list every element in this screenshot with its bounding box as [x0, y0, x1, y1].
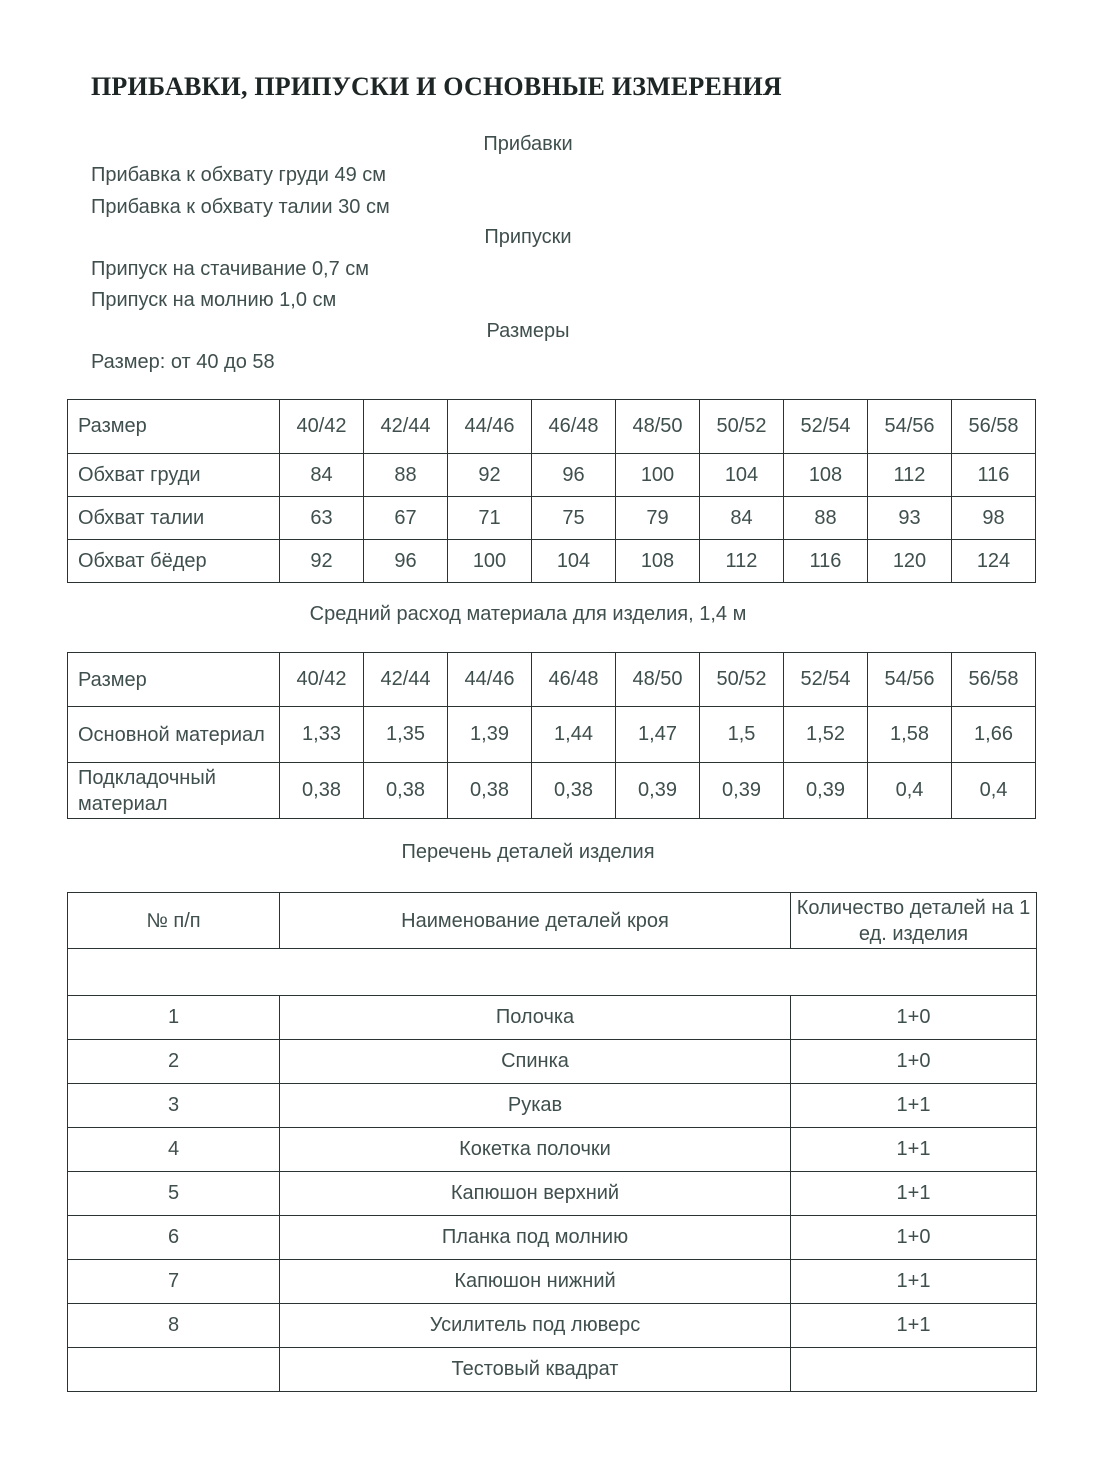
- value-cell: 75: [532, 497, 616, 540]
- value-cell: 116: [784, 540, 868, 583]
- value-cell: 0,39: [616, 763, 700, 819]
- seam-stitching: Припуск на стачивание 0,7 см: [91, 258, 370, 280]
- part-quantity-cell: 1+0: [791, 1040, 1037, 1084]
- part-name-cell: Усилитель под люверс: [280, 1304, 791, 1348]
- part-quantity-cell: 1+1: [791, 1260, 1037, 1304]
- header-size-cell: 42/44: [364, 400, 448, 454]
- table-row: [68, 1304, 1037, 1348]
- table-header-row: [68, 653, 1036, 707]
- value-cell: 1,35: [364, 707, 448, 763]
- value-cell: 108: [784, 454, 868, 497]
- value-cell: 124: [952, 540, 1036, 583]
- size-range: Размер: от 40 до 58: [91, 351, 275, 373]
- value-cell: 79: [616, 497, 700, 540]
- header-label-cell: Размер: [68, 400, 280, 454]
- value-cell: 88: [364, 454, 448, 497]
- header-size-cell: 56/58: [952, 400, 1036, 454]
- value-cell: 71: [448, 497, 532, 540]
- header-size-cell: 50/52: [700, 653, 784, 707]
- value-cell: 63: [280, 497, 364, 540]
- part-number-cell: 7: [68, 1260, 280, 1304]
- value-cell: 0,4: [952, 763, 1036, 819]
- header-size-cell: 52/54: [784, 400, 868, 454]
- part-number-cell: 3: [68, 1084, 280, 1128]
- part-number-cell: 5: [68, 1172, 280, 1216]
- page-title: ПРИБАВКИ, ПРИПУСКИ И ОСНОВНЫЕ ИЗМЕРЕНИЯ: [91, 72, 782, 101]
- value-cell: 1,52: [784, 707, 868, 763]
- measurements-table: [67, 399, 1036, 583]
- value-cell: 0,38: [280, 763, 364, 819]
- table-row: [68, 1084, 1037, 1128]
- header-size-cell: 44/46: [448, 400, 532, 454]
- table-row: [68, 1348, 1037, 1392]
- value-cell: 104: [532, 540, 616, 583]
- value-cell: 1,5: [700, 707, 784, 763]
- value-cell: 112: [868, 454, 952, 497]
- row-label-cell: Основной материал: [68, 707, 280, 763]
- table-row: [68, 1260, 1037, 1304]
- header-size-cell: 46/48: [532, 653, 616, 707]
- part-number-cell: 6: [68, 1216, 280, 1260]
- header-size-cell: 40/42: [280, 400, 364, 454]
- value-cell: 92: [448, 454, 532, 497]
- value-cell: 100: [616, 454, 700, 497]
- parts-heading: Перечень деталей изделия: [401, 841, 655, 863]
- part-name-cell: Капюшон верхний: [280, 1172, 791, 1216]
- table-row: [68, 1172, 1037, 1216]
- part-name-cell: Тестовый квадрат: [280, 1348, 791, 1392]
- consumption-heading: Средний расход материала для изделия, 1,4 м: [309, 603, 747, 625]
- header-label-cell: Размер: [68, 653, 280, 707]
- part-number-cell: [68, 1348, 280, 1392]
- part-name-cell: Капюшон нижний: [280, 1260, 791, 1304]
- value-cell: 96: [364, 540, 448, 583]
- part-quantity-cell: 1+1: [791, 1084, 1037, 1128]
- part-name-cell: Спинка: [280, 1040, 791, 1084]
- value-cell: 67: [364, 497, 448, 540]
- allowance-chest: Прибавка к обхвату груди 49 см: [91, 164, 387, 186]
- header-size-cell: 46/48: [532, 400, 616, 454]
- header-size-cell: 56/58: [952, 653, 1036, 707]
- part-name-cell: Кокетка полочки: [280, 1128, 791, 1172]
- header-size-cell: 54/56: [868, 400, 952, 454]
- row-label-cell: Обхват талии: [68, 497, 280, 540]
- header-cell: Наименование деталей кроя: [280, 893, 791, 949]
- value-cell: 108: [616, 540, 700, 583]
- value-cell: 1,66: [952, 707, 1036, 763]
- header-cell: № п/п: [68, 893, 280, 949]
- value-cell: 98: [952, 497, 1036, 540]
- empty-row: [68, 949, 1037, 996]
- part-quantity-cell: 1+0: [791, 996, 1037, 1040]
- value-cell: 84: [700, 497, 784, 540]
- header-cell: Количество деталей на 1 ед. изделия: [791, 893, 1037, 949]
- value-cell: 0,38: [364, 763, 448, 819]
- table-row: [68, 540, 1036, 583]
- part-quantity-cell: [791, 1348, 1037, 1392]
- header-size-cell: 48/50: [616, 653, 700, 707]
- value-cell: 0,39: [784, 763, 868, 819]
- part-number-cell: 2: [68, 1040, 280, 1084]
- table-row: [68, 763, 1036, 819]
- part-name-cell: Рукав: [280, 1084, 791, 1128]
- value-cell: 120: [868, 540, 952, 583]
- value-cell: 88: [784, 497, 868, 540]
- row-label-cell: Подкладочный материал: [68, 763, 280, 819]
- table-header-row: [68, 400, 1036, 454]
- part-quantity-cell: 1+0: [791, 1216, 1037, 1260]
- table-row: [68, 1128, 1037, 1172]
- table-header-row: [68, 893, 1037, 949]
- empty-cell: [68, 949, 1037, 996]
- value-cell: 116: [952, 454, 1036, 497]
- value-cell: 0,38: [448, 763, 532, 819]
- consumption-table: [67, 652, 1036, 819]
- header-size-cell: 54/56: [868, 653, 952, 707]
- part-name-cell: Планка под молнию: [280, 1216, 791, 1260]
- table-row: [68, 497, 1036, 540]
- header-size-cell: 42/44: [364, 653, 448, 707]
- value-cell: 84: [280, 454, 364, 497]
- seam-zipper: Припуск на молнию 1,0 см: [91, 289, 337, 311]
- table-row: [68, 1040, 1037, 1084]
- header-size-cell: 52/54: [784, 653, 868, 707]
- sizes-heading: Размеры: [486, 320, 570, 342]
- value-cell: 93: [868, 497, 952, 540]
- value-cell: 96: [532, 454, 616, 497]
- table-row: [68, 454, 1036, 497]
- value-cell: 1,44: [532, 707, 616, 763]
- parts-table: [67, 892, 1037, 1392]
- table-row: [68, 996, 1037, 1040]
- value-cell: 1,33: [280, 707, 364, 763]
- part-number-cell: 8: [68, 1304, 280, 1348]
- header-size-cell: 40/42: [280, 653, 364, 707]
- part-quantity-cell: 1+1: [791, 1304, 1037, 1348]
- value-cell: 92: [280, 540, 364, 583]
- allowances-heading: Прибавки: [483, 133, 573, 155]
- header-size-cell: 44/46: [448, 653, 532, 707]
- part-quantity-cell: 1+1: [791, 1172, 1037, 1216]
- value-cell: 112: [700, 540, 784, 583]
- part-name-cell: Полочка: [280, 996, 791, 1040]
- allowance-waist: Прибавка к обхвату талии 30 см: [91, 196, 390, 218]
- header-size-cell: 50/52: [700, 400, 784, 454]
- part-number-cell: 1: [68, 996, 280, 1040]
- table-row: [68, 1216, 1037, 1260]
- value-cell: 104: [700, 454, 784, 497]
- part-quantity-cell: 1+1: [791, 1128, 1037, 1172]
- table-row: [68, 707, 1036, 763]
- row-label-cell: Обхват груди: [68, 454, 280, 497]
- value-cell: 0,4: [868, 763, 952, 819]
- value-cell: 100: [448, 540, 532, 583]
- value-cell: 0,38: [532, 763, 616, 819]
- row-label-cell: Обхват бёдер: [68, 540, 280, 583]
- value-cell: 1,47: [616, 707, 700, 763]
- header-size-cell: 48/50: [616, 400, 700, 454]
- value-cell: 0,39: [700, 763, 784, 819]
- seams-heading: Припуски: [484, 226, 572, 248]
- value-cell: 1,39: [448, 707, 532, 763]
- part-number-cell: 4: [68, 1128, 280, 1172]
- value-cell: 1,58: [868, 707, 952, 763]
